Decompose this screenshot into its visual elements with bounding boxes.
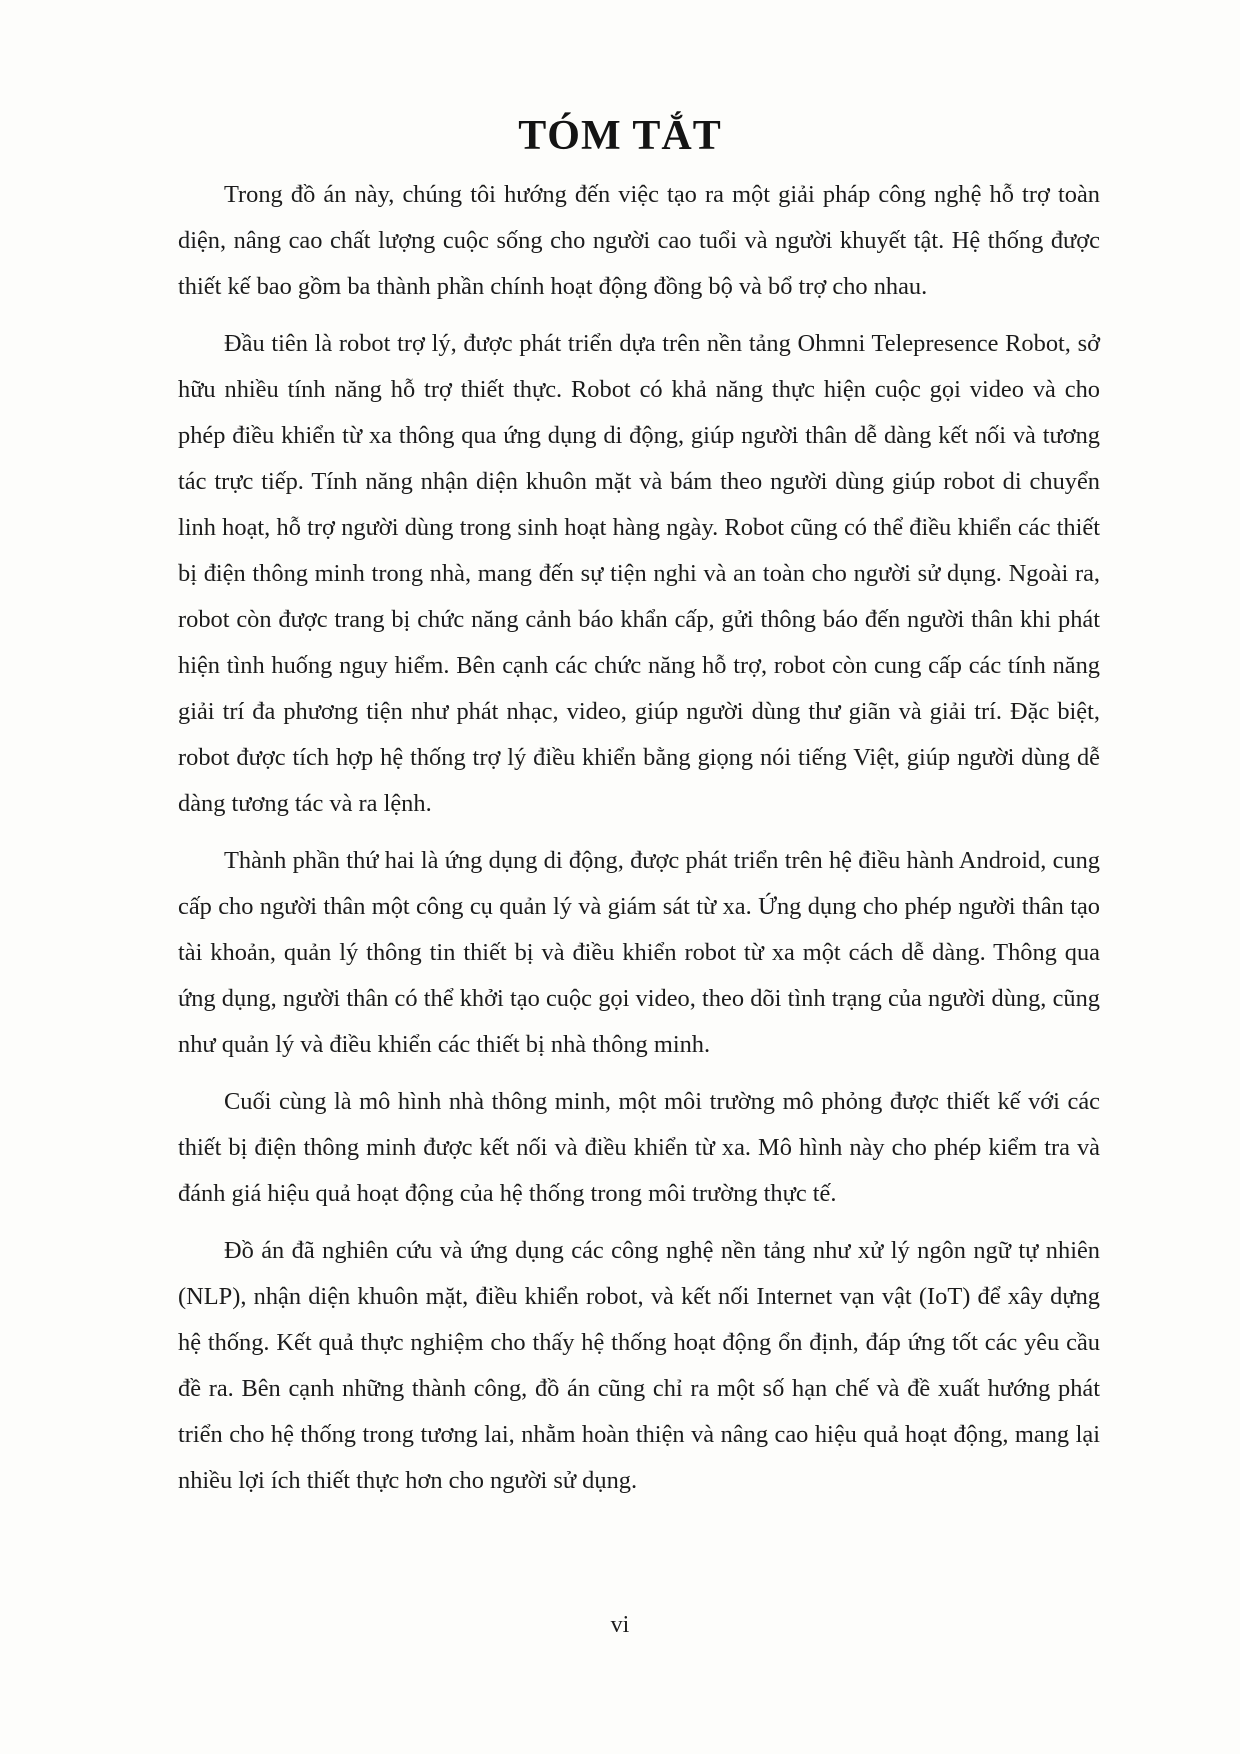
paragraph-mobile-app: Thành phần thứ hai là ứng dụng di động, được phát triển trên hệ điều hành Android, cung cấp cho người thân một công cụ quản lý và giám sát từ xa. Ứng dụng cho phép người thân tạo tài khoản, quản lý thông tin thiết bị và điều khiển robot từ xa một cách dễ dàng. Thông qua ứng dụng, người thân có thể khởi tạo cuộc gọi video, theo dõi tình trạng của người dùng, cũng như quản lý và điều khiển các thiết bị nhà thông minh.	[178, 847, 1100, 1058]
paragraph-conclusion: Đồ án đã nghiên cứu và ứng dụng các công nghệ nền tảng như xử lý ngôn ngữ tự nhiên (NLP), nhận diện khuôn mặt, điều khiển robot, và kết nối Internet vạn vật (IoT) để xây dựng hệ thống. Kết quả thực nghiệm cho thấy hệ thống hoạt động ổn định, đáp ứng tốt các yêu cầu đề ra. Bên cạnh những thành công, đồ án cũng chỉ ra một số hạn chế và đề xuất hướng phát triển cho hệ thống trong tương lai, nhằm hoàn thiện và nâng cao hiệu quả hoạt động, mang lại nhiều lợi ích thiết thực hơn cho người sử dụng.	[178, 1237, 1100, 1494]
page-title: TÓM TẮT	[518, 113, 722, 159]
abstract-body	[178, 172, 1100, 1515]
paragraph-smart-home: Cuối cùng là mô hình nhà thông minh, một môi trường mô phỏng được thiết kế với các thiết bị điện thông minh được kết nối và điều khiển từ xa. Mô hình này cho phép kiểm tra và đánh giá hiệu quả hoạt động của hệ thống trong môi trường thực tế.	[178, 1088, 1100, 1207]
page-number: vi	[610, 1612, 630, 1638]
paragraph-intro: Trong đồ án này, chúng tôi hướng đến việc tạo ra một giải pháp công nghệ hỗ trợ toàn diện, nâng cao chất lượng cuộc sống cho người cao tuổi và người khuyết tật. Hệ thống được thiết kế bao gồm ba thành phần chính hoạt động đồng bộ và bổ trợ cho nhau.	[178, 181, 1100, 300]
paragraph-robot: Đầu tiên là robot trợ lý, được phát triển dựa trên nền tảng Ohmni Telepresence Robot, sở hữu nhiều tính năng hỗ trợ thiết thực. Robot có khả năng thực hiện cuộc gọi video và cho phép điều khiển từ xa thông qua ứng dụng di động, giúp người thân dễ dàng kết nối và tương tác trực tiếp. Tính năng nhận diện khuôn mặt và bám theo người dùng giúp robot di chuyển linh hoạt, hỗ trợ người dùng trong sinh hoạt hàng ngày. Robot cũng có thể điều khiển các thiết bị điện thông minh trong nhà, mang đến sự tiện nghi và an toàn cho người sử dụng. Ngoài ra, robot còn được trang bị chức năng cảnh báo khẩn cấp, gửi thông báo đến người thân khi phát hiện tình huống nguy hiểm. Bên cạnh các chức năng hỗ trợ, robot còn cung cấp các tính năng giải trí đa phương tiện như phát nhạc, video, giúp người dùng thư giãn và giải trí. Đặc biệt, robot được tích hợp hệ thống trợ lý điều khiển bằng giọng nói tiếng Việt, giúp người dùng dễ dàng tương tác và ra lệnh.	[178, 330, 1100, 817]
